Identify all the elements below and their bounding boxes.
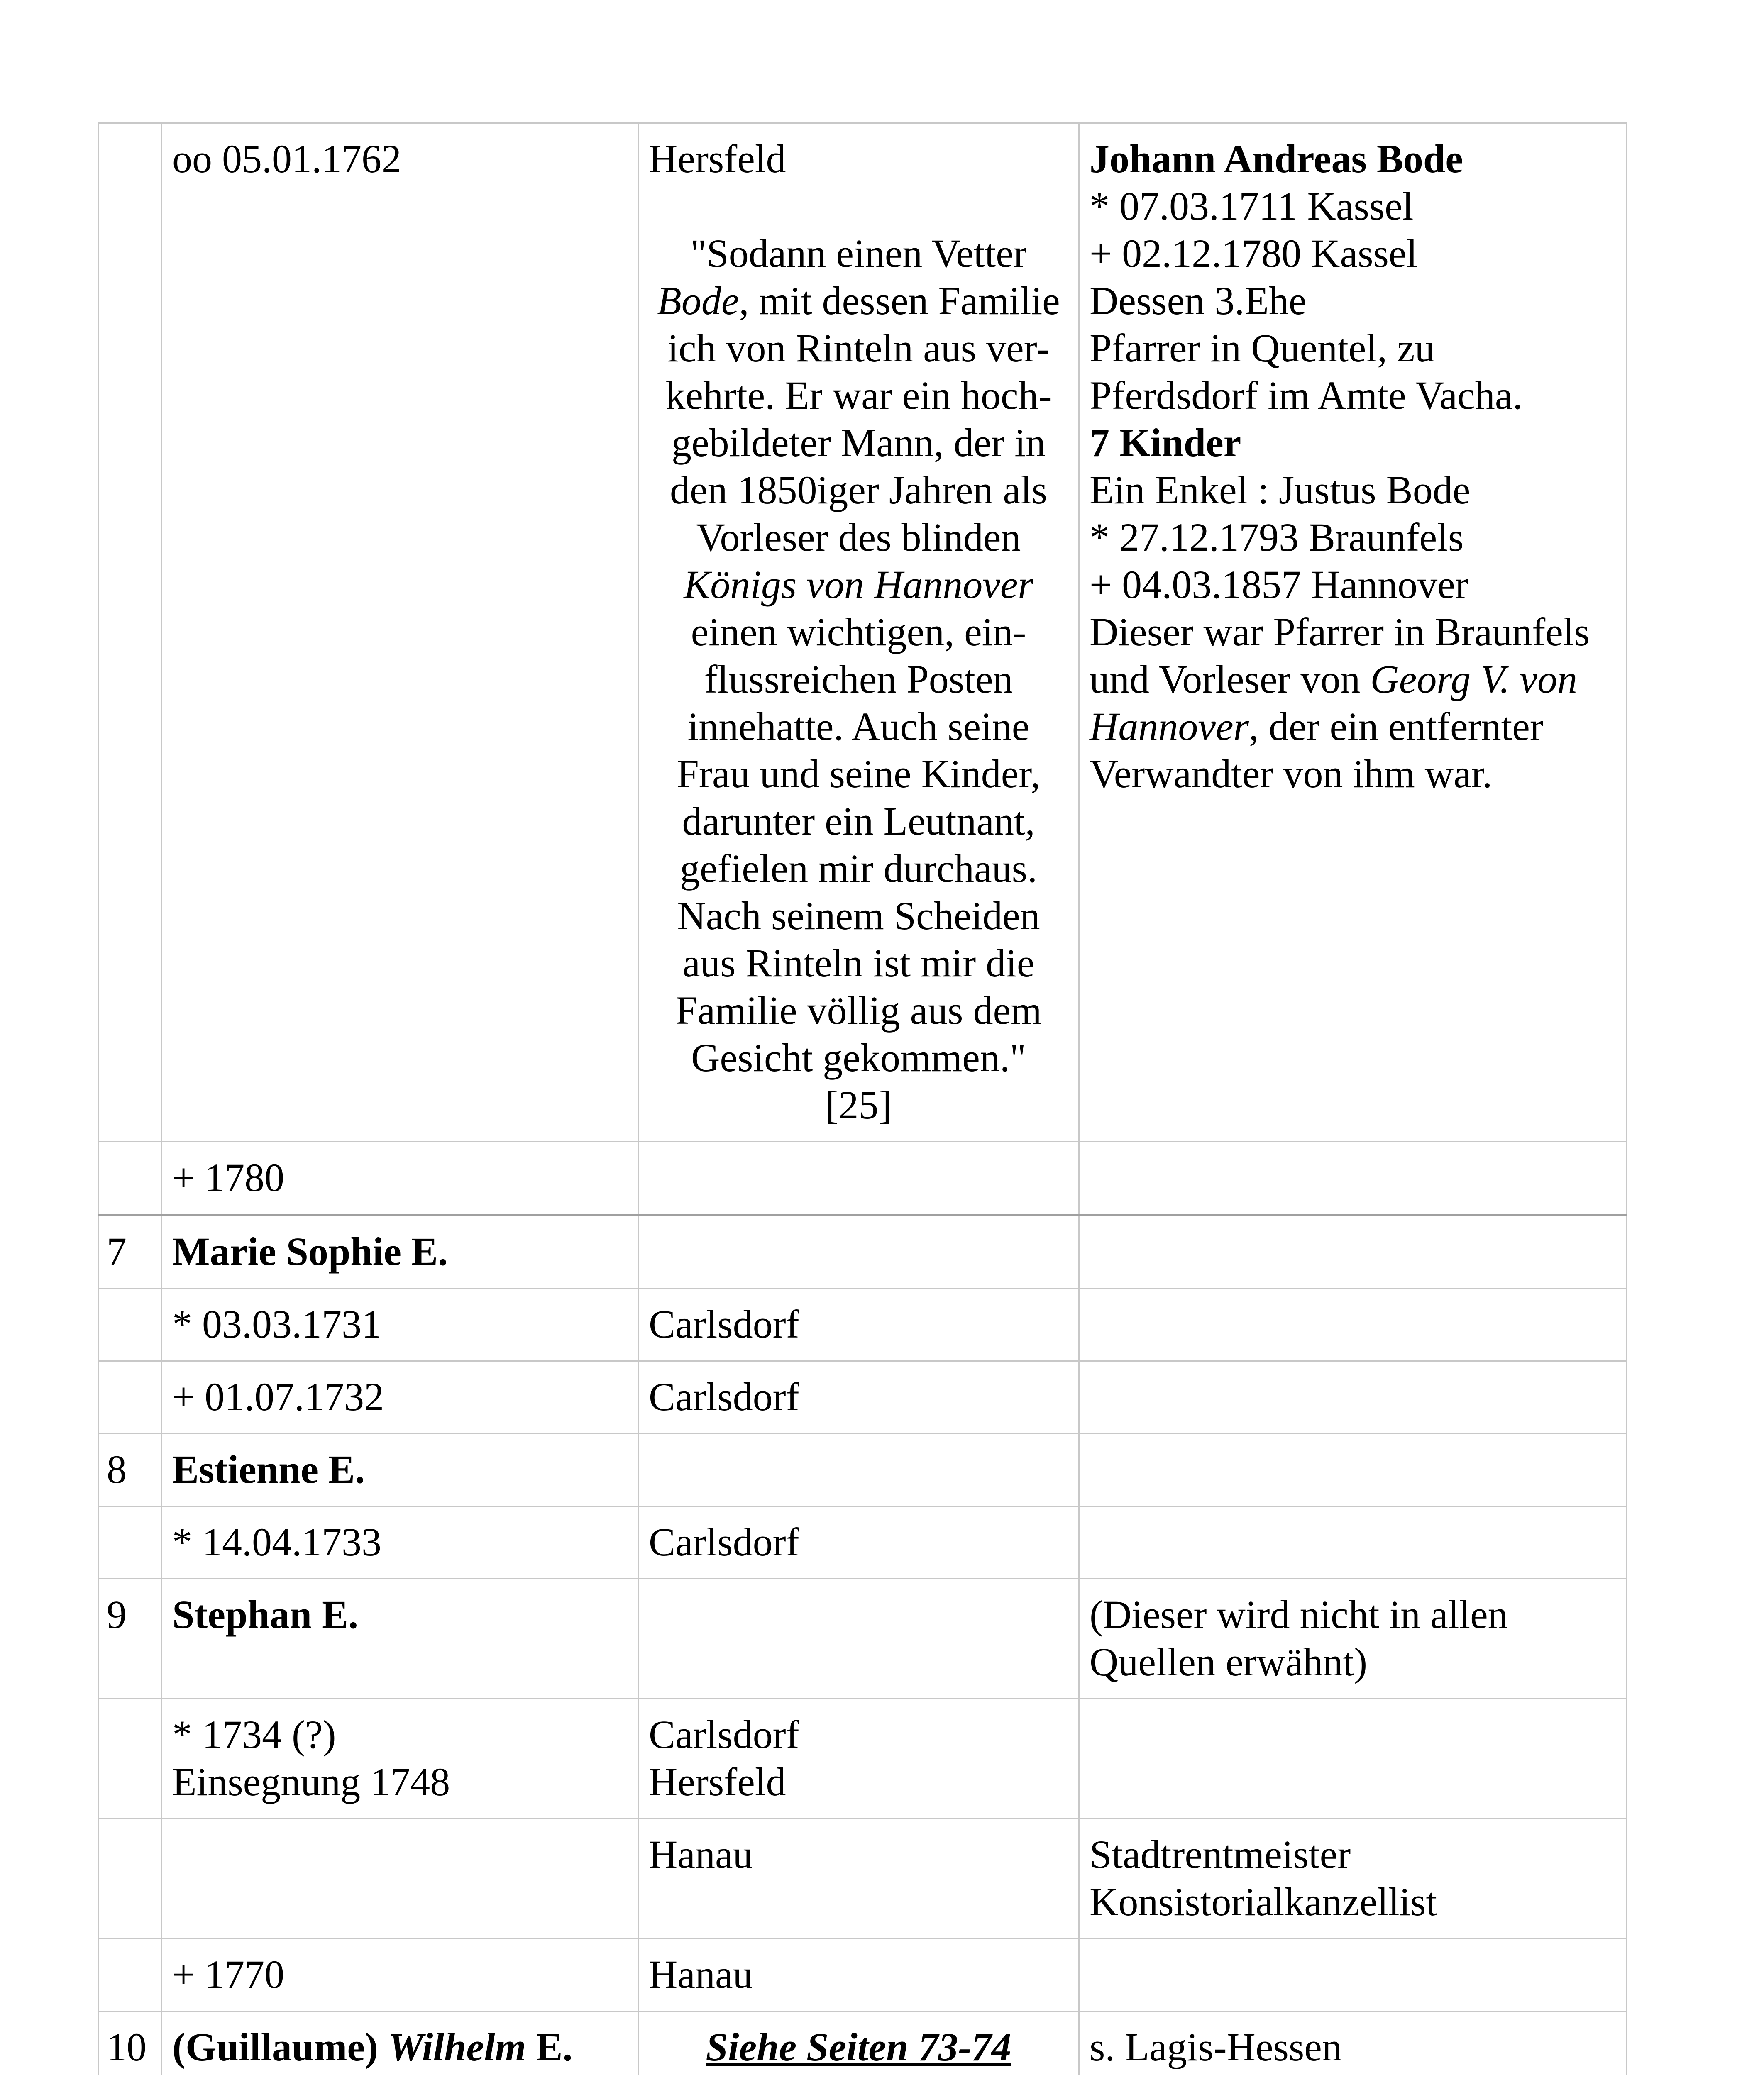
cell-number — [99, 1819, 162, 1939]
cell-number: 7 — [99, 1215, 162, 1289]
cell-number: 8 — [99, 1434, 162, 1506]
cell-event: * 03.03.1731 — [162, 1289, 638, 1361]
cell-notes — [1079, 1579, 1627, 1699]
event-text: oo 05.01.1762 — [172, 137, 401, 181]
table-row — [99, 1699, 1627, 1819]
cell-place — [638, 1434, 1079, 1506]
note-line: , der ein entfernter — [1248, 704, 1543, 749]
cell-notes — [1079, 1289, 1627, 1361]
quote-line: innehatte. Auch seine — [687, 704, 1030, 749]
quote-emphasis: Bode — [657, 278, 739, 323]
place-text: Hersfeld — [649, 137, 786, 181]
cell-number — [99, 1289, 162, 1361]
note-line: Verwandter von ihm war. — [1090, 752, 1493, 796]
table-row — [99, 123, 1627, 1142]
cell-notes: s. Lagis-Hessen — [1079, 2012, 1627, 2075]
cell-notes — [1079, 1142, 1627, 1216]
quote-line: Nach seinem Scheiden — [677, 893, 1040, 938]
cell-event: * 14.04.1733 — [162, 1506, 638, 1579]
person-name: Marie Sophie E. — [162, 1215, 638, 1289]
note-line: und Vorleser von — [1090, 657, 1371, 701]
note-line: Konsistorialkanzellist — [1090, 1880, 1437, 1924]
note-line: + 02.12.1780 Kassel — [1090, 231, 1418, 276]
quote-line: flussreichen Posten — [704, 657, 1013, 701]
quote-line: einen wichtigen, ein- — [691, 610, 1026, 654]
quote-line: aus Rinteln ist mir die — [682, 941, 1035, 985]
cell-event: + 1770 — [162, 1939, 638, 2012]
table-row — [99, 1434, 1627, 1506]
table-row — [99, 1142, 1627, 1216]
note-line: Quellen erwähnt) — [1090, 1640, 1368, 1684]
cell-number: 9 — [99, 1579, 162, 1699]
table-row — [99, 1939, 1627, 2012]
quote-line: Frau und seine Kinder, — [677, 752, 1041, 796]
cell-place — [638, 123, 1079, 1142]
note-emphasis: Georg V. von — [1370, 657, 1578, 701]
cell-notes — [1079, 123, 1627, 1142]
quote-line: kehrte. Er war ein hoch- — [665, 373, 1052, 417]
note-line: Stadtrentmeister — [1090, 1832, 1351, 1877]
quote-line: Vorleser des blinden — [696, 515, 1021, 559]
quote-line: , mit dessen Familie — [739, 278, 1060, 323]
quote-block — [649, 230, 1068, 1129]
note-line: Pferdsdorf im Amte Vacha. — [1090, 373, 1523, 417]
cell-notes — [1079, 1819, 1627, 1939]
note-emphasis: Hannover — [1090, 704, 1249, 749]
quote-citation: [25] — [825, 1083, 892, 1127]
cell-number: 10 — [99, 2012, 162, 2075]
name-part-italic: Wilhelm — [388, 2025, 526, 2069]
cell-place: Carlsdorf — [638, 1506, 1079, 1579]
table-row — [99, 2012, 1627, 2075]
cell-place — [638, 1579, 1079, 1699]
cell-notes — [1079, 1361, 1627, 1434]
cell-notes — [1079, 1699, 1627, 1819]
event-text: Einsegnung 1748 — [172, 1760, 450, 1804]
note-line: Pfarrer in Quentel, zu — [1090, 326, 1435, 370]
note-line: Dessen 3.Ehe — [1090, 278, 1307, 323]
quote-line: Familie völlig aus dem — [675, 988, 1042, 1033]
cell-event: + 01.07.1732 — [162, 1361, 638, 1434]
cell-notes — [1079, 1434, 1627, 1506]
table-row — [99, 1579, 1627, 1699]
person-name — [162, 2012, 638, 2075]
cell-event — [162, 1699, 638, 1819]
place-text: Hersfeld — [649, 1760, 786, 1804]
quote-line: Gesicht gekommen." — [691, 1035, 1026, 1080]
place-text: Carlsdorf — [649, 1712, 799, 1757]
table-row — [99, 1289, 1627, 1361]
quote-line: den 1850iger Jahren als — [669, 468, 1048, 512]
cell-place — [638, 1215, 1079, 1289]
cell-notes — [1079, 1939, 1627, 2012]
children-count: 7 Kinder — [1090, 420, 1241, 465]
quote-line: gebildeter Mann, der in — [671, 420, 1046, 465]
note-line: Ein Enkel : Justus Bode — [1090, 468, 1471, 512]
cell-place: Carlsdorf — [638, 1289, 1079, 1361]
cell-place: Carlsdorf — [638, 1361, 1079, 1434]
person-name: Johann Andreas Bode — [1090, 137, 1463, 181]
genealogy-table — [98, 122, 1627, 2075]
cell-number — [99, 1939, 162, 2012]
cell-place — [638, 2012, 1079, 2075]
quote-line: ich von Rinteln aus ver- — [667, 326, 1050, 370]
cell-place: Hanau — [638, 1939, 1079, 2012]
table-row — [99, 1506, 1627, 1579]
note-line: * 07.03.1711 Kassel — [1090, 184, 1414, 228]
note-line: (Dieser wird nicht in allen — [1090, 1592, 1508, 1637]
cell-number — [99, 1506, 162, 1579]
cell-notes — [1079, 1506, 1627, 1579]
table-row — [99, 1215, 1627, 1289]
quote-emphasis: Königs von Hannover — [684, 562, 1033, 607]
event-text: * 1734 (?) — [172, 1712, 336, 1757]
cell-event — [162, 1819, 638, 1939]
name-part: (Guillaume) — [172, 2025, 388, 2069]
cell-notes — [1079, 1215, 1627, 1289]
table-row — [99, 1819, 1627, 1939]
page-reference-link[interactable]: Siehe Seiten 73-74 — [706, 2025, 1011, 2069]
cell-number — [99, 1699, 162, 1819]
quote-line: "Sodann einen Vetter — [690, 231, 1027, 276]
note-line: * 27.12.1793 Braunfels — [1090, 515, 1464, 559]
cell-number — [99, 123, 162, 1142]
name-part: E. — [526, 2025, 573, 2069]
cell-event — [162, 123, 638, 1142]
cell-place: Hanau — [638, 1819, 1079, 1939]
cell-number — [99, 1142, 162, 1216]
quote-line: gefielen mir durchaus. — [680, 846, 1037, 891]
note-line: Dieser war Pfarrer in Braunfels — [1090, 610, 1590, 654]
quote-line: darunter ein Leutnant, — [682, 799, 1035, 843]
table-row — [99, 1361, 1627, 1434]
cell-place — [638, 1699, 1079, 1819]
person-name: Stephan E. — [162, 1579, 638, 1699]
cell-event: + 1780 — [162, 1142, 638, 1216]
cell-place — [638, 1142, 1079, 1216]
person-name: Estienne E. — [162, 1434, 638, 1506]
note-line: + 04.03.1857 Hannover — [1090, 562, 1468, 607]
cell-number — [99, 1361, 162, 1434]
